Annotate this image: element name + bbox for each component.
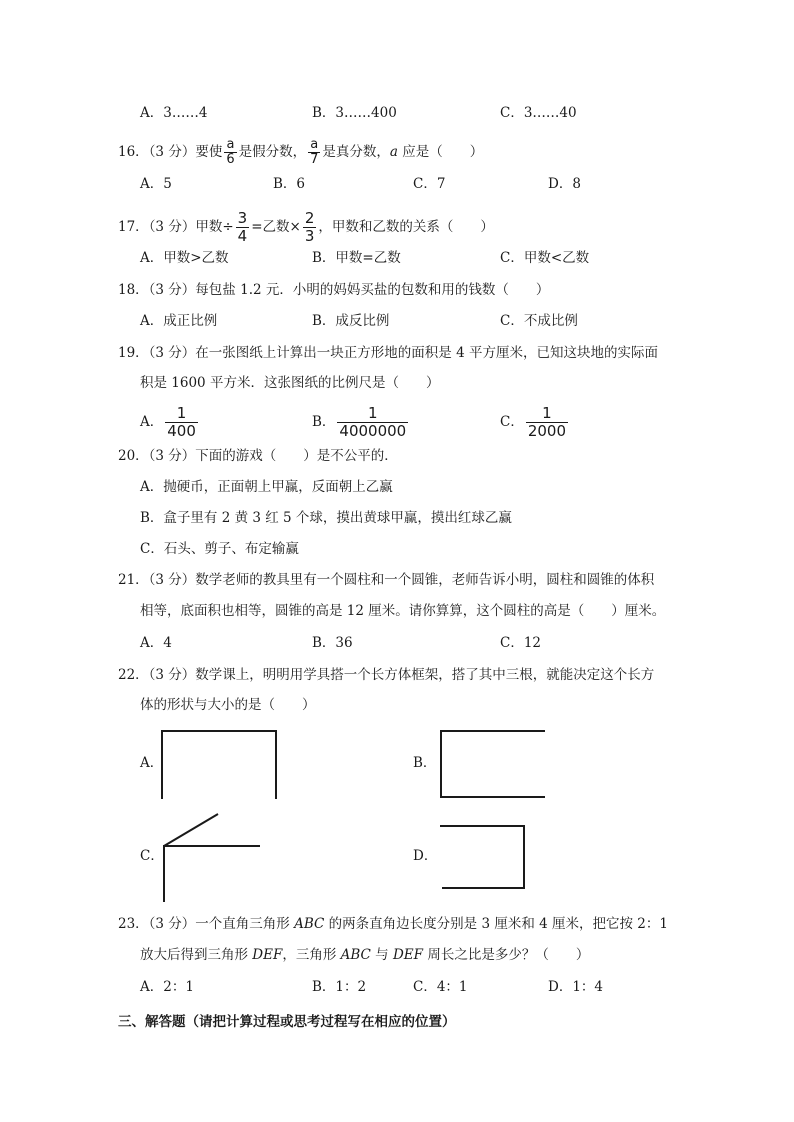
q22-stem-line-1: 22．（3 分）数学课上，明明用学具搭一个长方体框架，搭了其中三根，就能决定这个长方 xyxy=(118,667,655,683)
q16-text-3: 是真分数， xyxy=(322,144,390,160)
q16-f1-numerator: a xyxy=(226,137,235,152)
q22-option-b-label[interactable]: B． xyxy=(413,755,437,771)
q16-text-4: 应是（ ） xyxy=(397,144,484,160)
q17-option-b[interactable]: B．甲数=乙数 xyxy=(312,250,401,266)
q20-option-c[interactable]: C．石头、剪子、布定输赢 xyxy=(140,541,299,557)
q19-option-b[interactable] xyxy=(312,405,410,440)
q22-option-d-label[interactable]: D． xyxy=(413,848,438,864)
q23-option-c[interactable]: C．4：1 xyxy=(413,979,468,995)
q22-d-frame-lines xyxy=(440,826,524,888)
q21-option-b[interactable]: B．36 xyxy=(312,635,353,651)
q19-option-a-fraction xyxy=(165,405,198,440)
q16-option-d[interactable]: D．8 xyxy=(548,176,581,192)
q22-option-a-figure[interactable] xyxy=(160,725,280,801)
q23-def: DEF xyxy=(252,947,283,963)
q16-text-1: 要使 xyxy=(195,144,223,160)
q19-c-numerator: 1 xyxy=(542,404,552,422)
q23-option-a[interactable]: A．2：1 xyxy=(140,979,194,995)
q16-text-2: 是假分数， xyxy=(238,144,307,160)
q18-option-c[interactable]: C．不成比例 xyxy=(500,313,578,329)
q15-option-b[interactable]: B．3……400 xyxy=(312,105,397,121)
q22-stem-line-2: 体的形状与大小的是（ ） xyxy=(140,697,316,713)
q22-b-frame-lines xyxy=(441,731,545,797)
q16-score: （3 分） xyxy=(148,144,196,160)
q16-fraction-a-7 xyxy=(308,138,320,167)
q20-option-a[interactable]: A．抛硬币，正面朝上甲赢，反面朝上乙赢 xyxy=(140,479,393,495)
q18-option-b[interactable]: B．成反比例 xyxy=(312,313,390,329)
q19-a-denominator: 400 xyxy=(167,422,196,440)
q18-option-a[interactable]: A．成正比例 xyxy=(140,313,218,329)
q22-option-c-label[interactable]: C． xyxy=(140,848,164,864)
q17-number: 17． xyxy=(118,219,149,235)
q21-stem-line-1: 21．（3 分）数学老师的教具里有一个圆柱和一个圆锥，老师告诉小明，圆柱和圆锥的体积 xyxy=(118,572,655,588)
q15-option-a[interactable]: A．3……4 xyxy=(140,105,208,121)
q23-option-b[interactable]: B．1：2 xyxy=(312,979,367,995)
q17-text-1: 甲数÷ xyxy=(195,219,234,235)
q19-option-a[interactable] xyxy=(140,405,200,440)
q17-f2-denominator: 3 xyxy=(304,227,315,245)
q16-variable: a xyxy=(389,144,398,160)
q16-stem xyxy=(118,138,483,167)
q18-stem: 18．（3 分）每包盐 1.2 元．小明的妈妈买盐的包数和用的钱数（ ） xyxy=(118,282,550,298)
q16-number: 16． xyxy=(118,144,149,160)
q19-option-c[interactable] xyxy=(500,405,570,440)
q22-a-frame-lines xyxy=(162,731,276,799)
q19-c-denominator: 2000 xyxy=(527,422,567,440)
q22-option-d-figure[interactable] xyxy=(436,822,531,892)
q23-text-1b: 的两条直角边长度分别是 3 厘米和 4 厘米，把它按 2：1 xyxy=(324,916,668,932)
q16-option-c[interactable]: C．7 xyxy=(413,176,446,192)
q23-text-2a: 放大后得到三角形 xyxy=(140,947,253,963)
q22-c-frame-lines xyxy=(164,846,260,902)
q23-text-2b: ，三角形 xyxy=(282,947,341,963)
q16-option-b[interactable]: B．6 xyxy=(273,176,306,192)
q20-option-b[interactable]: B．盒子里有 2 黄 3 红 5 个球，摸出黄球甲赢，摸出红球乙赢 xyxy=(140,510,512,526)
q22-option-c-figure[interactable] xyxy=(160,810,265,904)
q21-option-c[interactable]: C．12 xyxy=(500,635,542,651)
q15-option-c[interactable]: C．3……40 xyxy=(500,105,577,121)
q16-f2-denominator: 7 xyxy=(310,152,319,167)
q17-option-a[interactable]: A．甲数>乙数 xyxy=(140,250,229,266)
q19-stem-line-2: 积是 1600 平方米．这张图纸的比例尺是（ ） xyxy=(140,375,440,391)
q16-option-a[interactable]: A．5 xyxy=(140,176,172,192)
q23-stem-line-1 xyxy=(118,914,668,934)
q23-text-2d: 周长之比是多少？（ ） xyxy=(423,947,590,963)
q19-option-b-fraction xyxy=(337,405,408,440)
q22-c-diagonal-edge xyxy=(164,814,218,846)
q19-option-c-label: C． xyxy=(500,414,524,430)
q22-option-b-figure[interactable] xyxy=(435,725,550,801)
q17-f1-denominator: 4 xyxy=(237,227,248,245)
q23-def-2: DEF xyxy=(392,947,424,963)
q23-text-1a: 23．（3 分）一个直角三角形 xyxy=(118,916,295,932)
q21-stem-line-2: 相等，底面积也相等，圆锥的高是 12 厘米。请你算算，这个圆柱的高是（ ）厘米。 xyxy=(140,603,666,619)
q17-fraction-3-4 xyxy=(236,210,250,245)
q17-text-3: ，甲数和乙数的关系（ ） xyxy=(318,219,494,235)
q16-fraction-a-6 xyxy=(224,138,236,167)
q23-abc-2: ABC xyxy=(340,947,371,963)
section-3-heading: 三、解答题（请把计算过程或思考过程写在相应的位置） xyxy=(118,1014,456,1030)
q23-option-d[interactable]: D．1：4 xyxy=(548,979,604,995)
q16-f2-numerator: a xyxy=(310,137,319,152)
q17-f1-numerator: 3 xyxy=(237,209,248,227)
q23-text-2c: 与 xyxy=(370,947,393,963)
q17-stem xyxy=(118,210,494,245)
q17-option-c[interactable]: C．甲数<乙数 xyxy=(500,250,590,266)
q23-stem-line-2 xyxy=(140,945,589,965)
q23-abc: ABC xyxy=(294,916,325,932)
q17-text-2: =乙数× xyxy=(251,219,301,235)
q21-option-a[interactable]: A．4 xyxy=(140,635,172,651)
q19-option-a-label: A． xyxy=(140,414,164,430)
q22-option-a-label[interactable]: A． xyxy=(140,755,164,771)
q16-f1-denominator: 6 xyxy=(226,152,235,167)
q19-option-b-label: B． xyxy=(312,414,336,430)
q17-fraction-2-3 xyxy=(303,210,317,245)
q17-f2-numerator: 2 xyxy=(304,209,315,227)
q19-stem-line-1: 19．（3 分）在一张图纸上计算出一块正方形地的面积是 4 平方厘米，已知这块地的实际面 xyxy=(118,345,658,361)
q19-b-denominator: 4000000 xyxy=(339,422,407,440)
q19-a-numerator: 1 xyxy=(176,404,187,422)
q19-b-numerator: 1 xyxy=(368,404,378,422)
q19-option-c-fraction xyxy=(526,405,568,440)
q17-score: （3 分） xyxy=(148,219,196,235)
q20-stem: 20．（3 分）下面的游戏（ ）是不公平的． xyxy=(118,448,398,464)
